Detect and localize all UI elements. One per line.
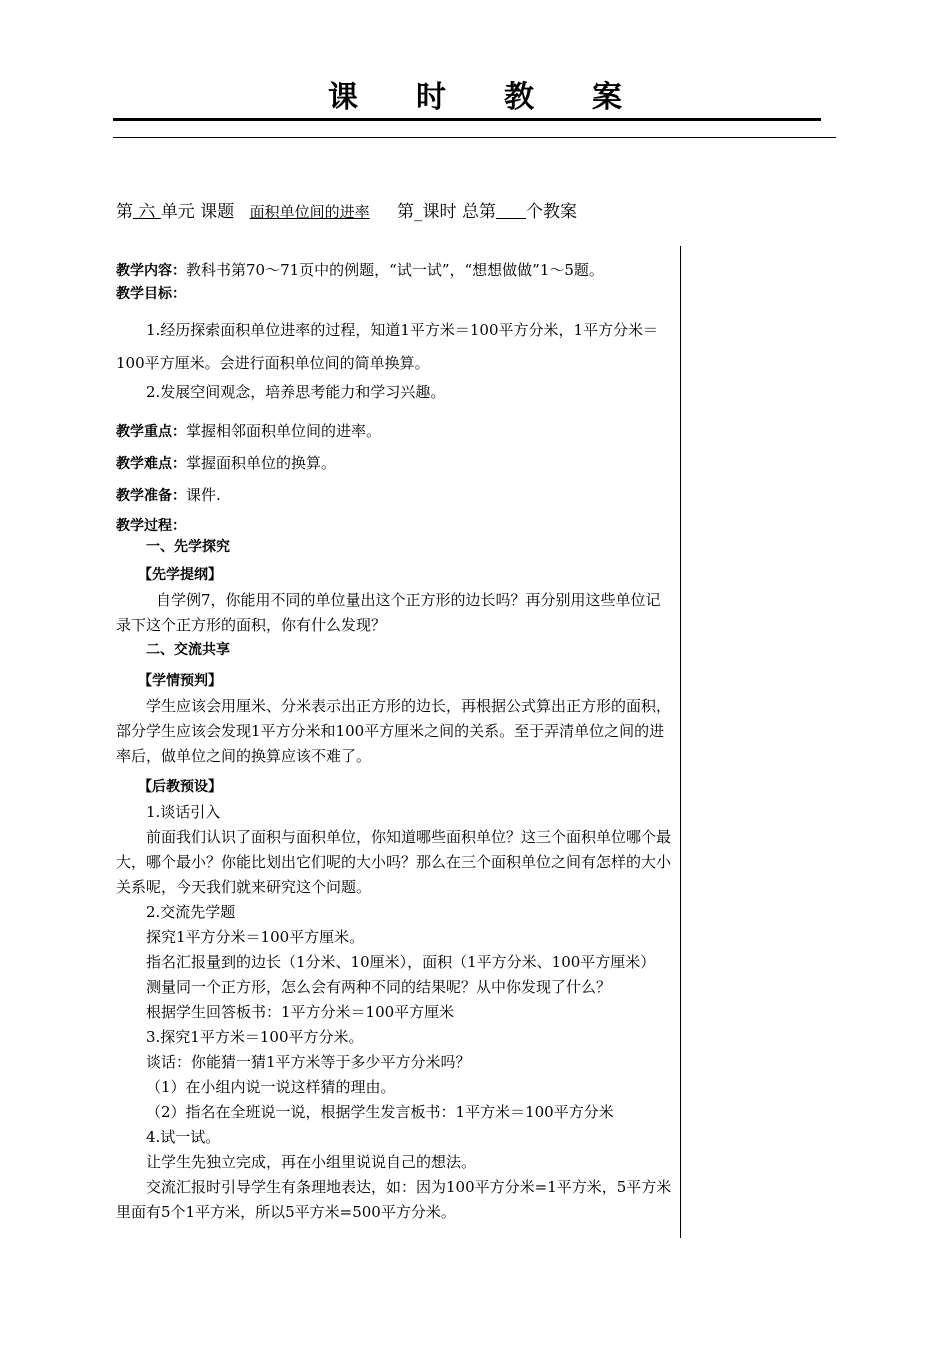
body-line-7: （2）指名在全班说一说，根据学生发言板书：1平方米＝100平方分米 bbox=[146, 1103, 614, 1121]
body-line-9: 交流汇报时引导学生有条理地表达，如：因为100平方分米=1平方米，5平方米里面有5个1平方米，所以5平方米=500平方分米。 bbox=[116, 1178, 672, 1221]
difficulty: 教学难点：掌握面积单位的换算。 bbox=[116, 454, 337, 472]
bracket-heading-2: 【学情预判】 bbox=[138, 673, 222, 689]
step-4: 4.试一试。 bbox=[146, 1128, 221, 1146]
body-line-1: 探究1平方分米＝100平方厘米。 bbox=[146, 928, 365, 946]
body-line-6: （1）在小组内说一说这样猜的理由。 bbox=[146, 1078, 396, 1096]
paragraph-2: 学生应该会用厘米、分米表示出正方形的边长，再根据公式算出正方形的面积，部分学生应该会发现1平方分米和100平方厘米之间的关系。至于弄清单位之间的进率后，做单位之间的换算应该不难了。 bbox=[116, 697, 672, 765]
preparation: 教学准备：课件. bbox=[116, 486, 221, 504]
bracket-heading-3: 【后教预设】 bbox=[138, 779, 222, 795]
unit-number: 六 bbox=[138, 202, 156, 222]
bracket-heading-1: 【先学提纲】 bbox=[138, 567, 222, 583]
lesson-topic: 面积单位间的进率 bbox=[249, 203, 370, 221]
paragraph-1: 自学例7，你能用不同的单位量出这个正方形的边长吗？再分别用这些单位记录下这个正方形的面积，你有什么发现？ bbox=[116, 591, 661, 634]
body-line-3: 测量同一个正方形，怎么会有两种不同的结果呢？从中你发现了什么？ bbox=[146, 978, 612, 996]
total-suffix: 个教案 bbox=[525, 202, 577, 222]
margin-line bbox=[680, 246, 681, 1238]
goals-heading: 教学目标： bbox=[116, 286, 186, 302]
body-line-8: 让学生先独立完成，再在小组里说说自己的想法。 bbox=[146, 1153, 477, 1171]
unit-line bbox=[116, 197, 577, 222]
key-point: 教学重点：掌握相邻面积单位间的进率。 bbox=[116, 422, 382, 440]
teaching-content: 教学内容：教科书第70～71页中的例题，“试一试”，“想想做做”1～5题。 bbox=[116, 261, 604, 279]
lesson-body bbox=[116, 258, 674, 1225]
section-1-heading: 一、先学探究 bbox=[146, 539, 230, 555]
body-line-5: 谈话：你能猜一猜1平方米等于多少平方分米吗？ bbox=[146, 1053, 471, 1071]
title-rule-thin bbox=[113, 137, 836, 138]
step-1: 1.谈话引入 bbox=[146, 803, 221, 821]
section-2-heading: 二、交流共享 bbox=[146, 642, 230, 658]
lesson-number: 第_课时 总第 bbox=[397, 202, 496, 222]
step-3: 3.探究1平方米＝100平方分米。 bbox=[146, 1028, 364, 1046]
unit-prefix: 第 bbox=[116, 202, 133, 222]
goal-1: 1.经历探索面积单位进率的过程，知道1平方米＝100平方分米，1平方分米＝100平方厘米。会进行面积单位间的简单换算。 bbox=[116, 321, 659, 372]
title-rule-thick bbox=[113, 118, 821, 121]
goal-2: 2.发展空间观念，培养思考能力和学习兴趣。 bbox=[146, 383, 446, 401]
unit-label: 单元 课题 bbox=[160, 202, 235, 222]
total-number-blank bbox=[496, 202, 526, 219]
page-title: 课时教案 bbox=[328, 80, 680, 115]
body-line-2: 指名汇报量到的边长（1分米、10厘米），面积（1平方分米、100平方厘米） bbox=[146, 953, 656, 971]
step-2: 2.交流先学题 bbox=[146, 903, 236, 921]
process-heading: 教学过程： bbox=[116, 518, 186, 534]
paragraph-3: 前面我们认识了面积与面积单位，你知道哪些面积单位？这三个面积单位哪个最大，哪个最小？你能比划出它们呢的大小吗？那么在三个面积单位之间有怎样的大小关系呢，今天我们就来研究这个问题。 bbox=[116, 828, 672, 896]
body-line-4: 根据学生回答板书：1平方分米＝100平方厘米 bbox=[146, 1003, 455, 1021]
